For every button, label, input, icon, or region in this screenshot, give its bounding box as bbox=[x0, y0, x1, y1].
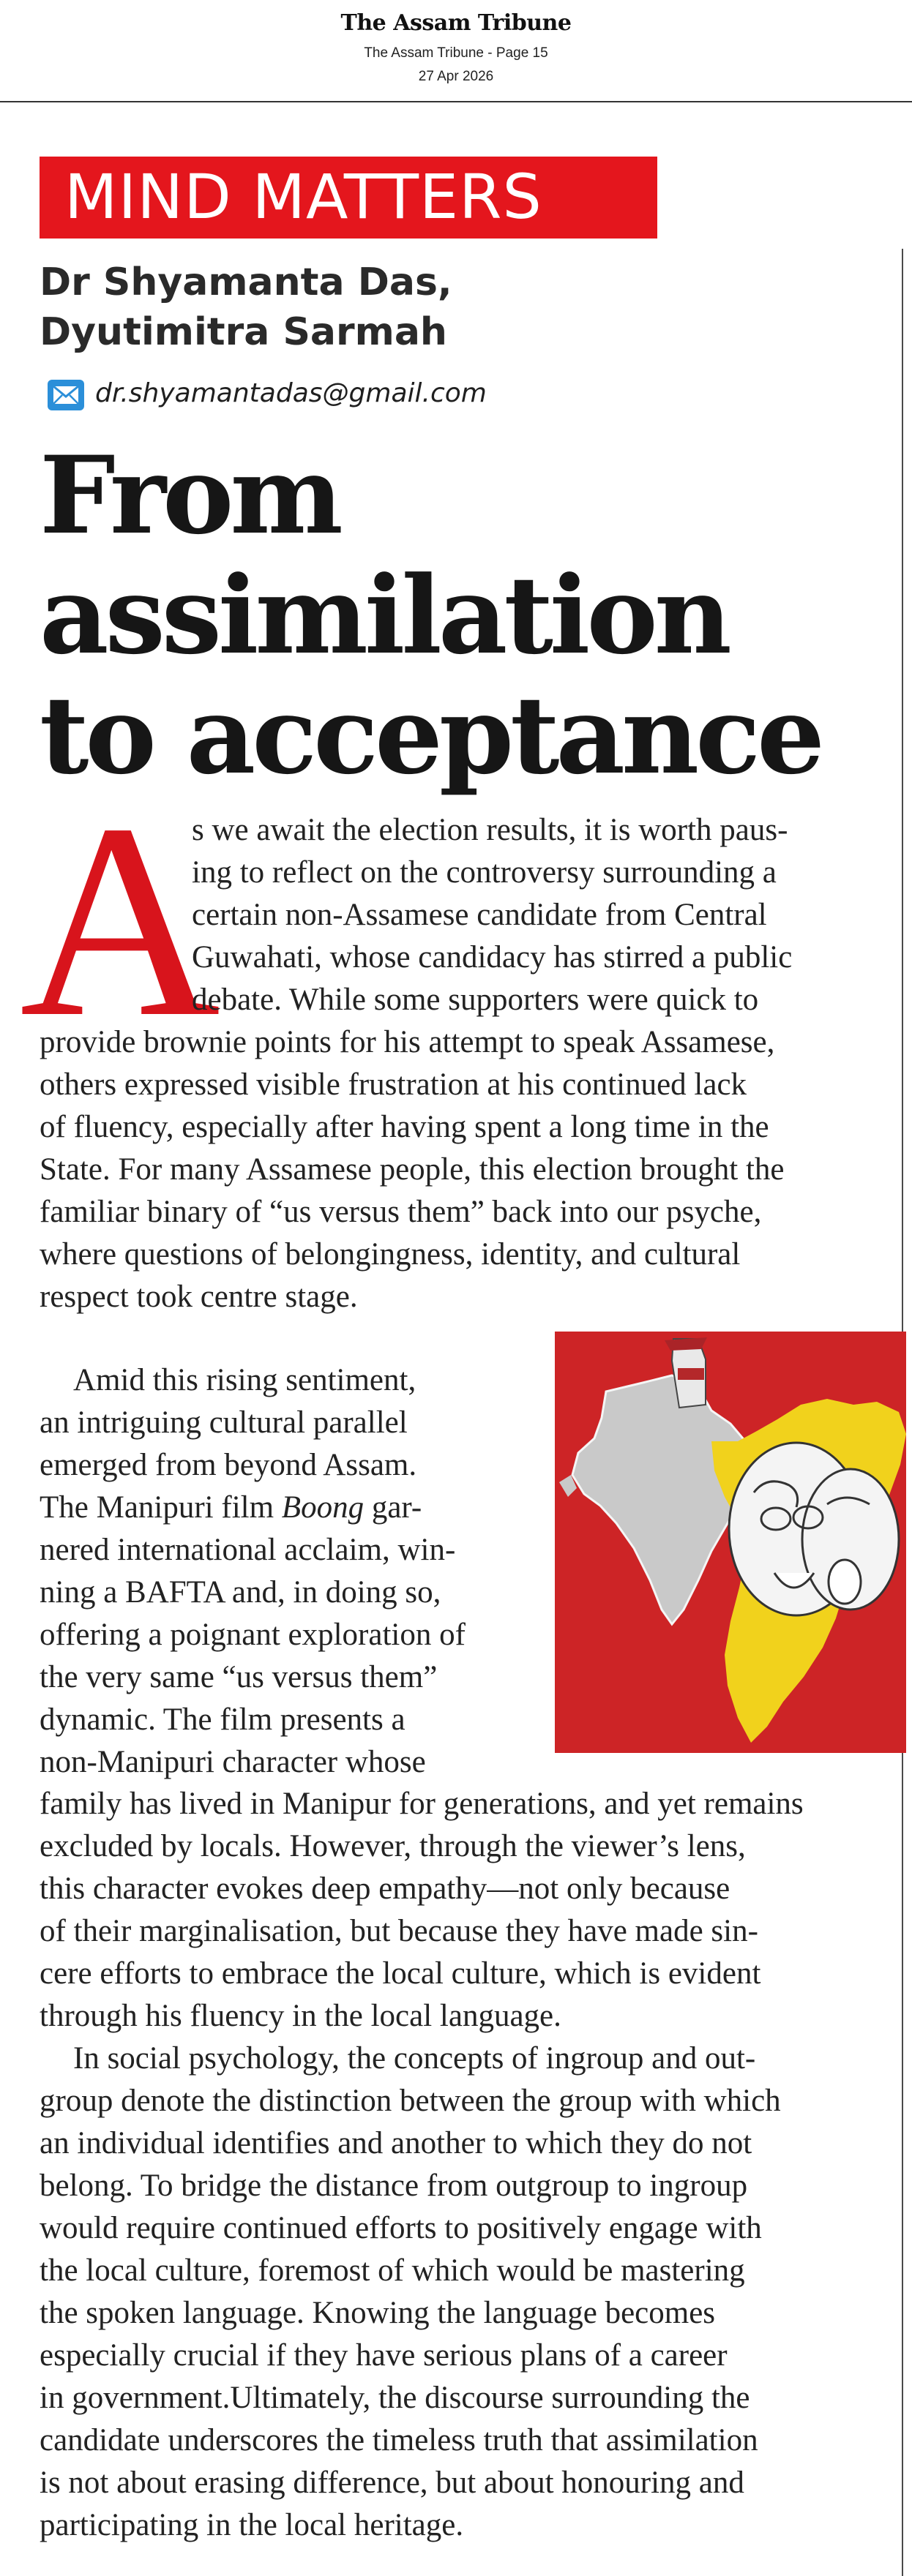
text-line: of their marginalisation, but because they have made sin- bbox=[40, 1914, 758, 1948]
drop-cap-letter: A bbox=[19, 767, 221, 1075]
headline-line-3: to acceptance bbox=[40, 673, 821, 798]
paragraph-1 bbox=[40, 1021, 899, 1318]
header-divider bbox=[0, 101, 912, 102]
masthead bbox=[0, 0, 912, 102]
text-line: emerged from beyond Assam. bbox=[40, 1448, 417, 1482]
text-line: cere efforts to embrace the local culture, which is evident bbox=[40, 1956, 761, 1991]
text-line: family has lived in Manipur for generations, and yet remains bbox=[40, 1787, 804, 1821]
text-line: provide brownie points for his attempt to speak Assamese, bbox=[40, 1025, 775, 1059]
text-line: group denote the distinction between the group with which bbox=[40, 2084, 781, 2118]
map-faces-illustration bbox=[555, 1332, 906, 1753]
text-line: nered international acclaim, win- bbox=[40, 1533, 456, 1567]
headline-line-1: From bbox=[40, 433, 340, 558]
mail-icon bbox=[47, 379, 85, 411]
text-line: the very same “us versus them” bbox=[40, 1660, 438, 1694]
text-line bbox=[40, 1487, 545, 1529]
text-line: is not about erasing difference, but about honouring and bbox=[40, 2466, 744, 2500]
text-line: especially crucial if they have serious plans of a career bbox=[40, 2338, 728, 2373]
newspaper-brand: The Assam Tribune bbox=[340, 10, 572, 36]
film-title: Boong bbox=[281, 1490, 365, 1525]
text-span: gar- bbox=[364, 1490, 422, 1525]
author-email-link[interactable]: dr.shyamantadas@gmail.com bbox=[95, 378, 487, 408]
headline-line-2: assimilation bbox=[40, 553, 728, 678]
text-line: In social psychology, the concepts of ingroup and out- bbox=[73, 2041, 756, 2076]
article-illustration bbox=[555, 1332, 906, 1753]
issue-date: 27 Apr 2026 bbox=[418, 69, 494, 84]
paragraph-3 bbox=[40, 2038, 899, 2547]
text-line: excluded by locals. However, through the viewer’s lens, bbox=[40, 1829, 746, 1863]
text-line: this character evokes deep empathy—not only because bbox=[40, 1871, 730, 1906]
text-line: debate. While some supporters were quick to bbox=[192, 983, 759, 1017]
text-line: Amid this rising sentiment, bbox=[73, 1363, 416, 1397]
page-info: The Assam Tribune - Page 15 bbox=[364, 45, 548, 61]
text-line: participating in the local heritage. bbox=[40, 2508, 464, 2542]
text-line: certain non-Assamese candidate from Central bbox=[192, 898, 767, 932]
article-headline bbox=[40, 433, 896, 798]
text-line: would require continued efforts to positively engage with bbox=[40, 2211, 762, 2245]
text-line: an individual identifies and another to which they do not bbox=[40, 2126, 752, 2160]
text-line: the local culture, foremost of which would be mastering bbox=[40, 2253, 745, 2288]
text-line: through his fluency in the local language. bbox=[40, 1999, 561, 2033]
text-line: Guwahati, whose candidacy has stirred a public bbox=[192, 940, 793, 975]
text-line: respect took centre stage. bbox=[40, 1280, 358, 1314]
text-line: s we await the election results, it is worth paus- bbox=[192, 813, 788, 847]
text-line: dynamic. The film presents a bbox=[40, 1702, 405, 1737]
text-line: familiar binary of “us versus them” back into our psyche, bbox=[40, 1195, 762, 1229]
text-line: where questions of belongingness, identity, and cultural bbox=[40, 1237, 741, 1272]
byline bbox=[40, 258, 845, 357]
text-line: the spoken language. Knowing the language becomes bbox=[40, 2296, 716, 2330]
column-label: MIND MATTERS bbox=[64, 161, 542, 233]
text-line: candidate underscores the timeless truth that assimilation bbox=[40, 2423, 758, 2457]
text-line: others expressed visible frustration at his continued lack bbox=[40, 1067, 747, 1102]
text-line: in government.Ultimately, the discourse surrounding the bbox=[40, 2381, 750, 2415]
column-banner bbox=[40, 157, 657, 239]
text-line: ing to reflect on the controversy surrounding a bbox=[192, 855, 777, 890]
paragraph-2-narrow bbox=[40, 1359, 545, 1784]
text-line: offering a poignant exploration of bbox=[40, 1618, 466, 1652]
author-line-2: Dyutimitra Sarmah bbox=[40, 310, 447, 354]
text-line: belong. To bridge the distance from outgroup to ingroup bbox=[40, 2168, 748, 2203]
drop-cap bbox=[19, 767, 221, 1075]
lead-paragraph bbox=[192, 809, 894, 1021]
author-line-1: Dr Shyamanta Das, bbox=[40, 260, 452, 304]
text-line: ning a BAFTA and, in doing so, bbox=[40, 1575, 441, 1610]
text-line: State. For many Assamese people, this election brought the bbox=[40, 1152, 785, 1187]
text-line: an intriguing cultural parallel bbox=[40, 1405, 408, 1440]
paragraph-2-continued bbox=[40, 1783, 899, 2038]
text-line: non-Manipuri character whose bbox=[40, 1745, 426, 1779]
text-span: The Manipuri film bbox=[40, 1490, 274, 1525]
text-line: of fluency, especially after having spent a long time in the bbox=[40, 1110, 769, 1144]
